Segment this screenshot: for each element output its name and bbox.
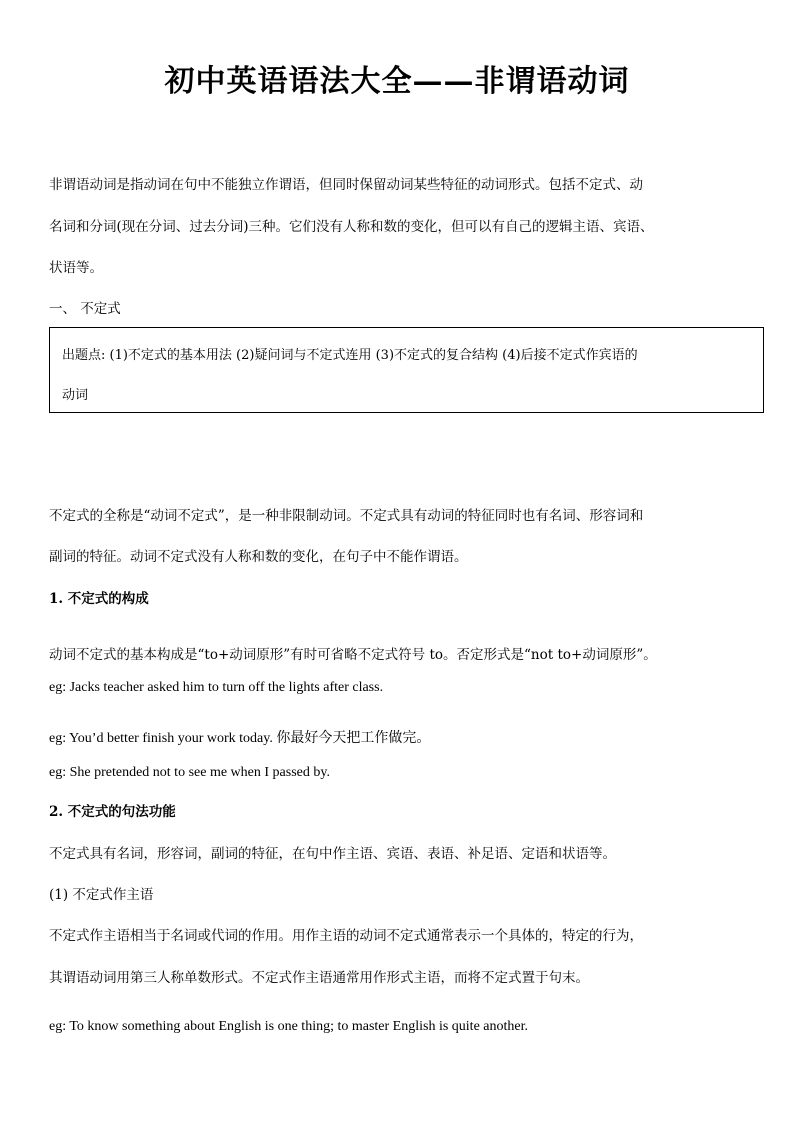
definition-line-1: 不定式的全称是“动词不定式”，是一种非限制动词。不定式具有动词的特征同时也有名词、形容词和 (49, 508, 644, 524)
example-line: eg: You’d better finish your work today. 你最好今天把工作做完。 (49, 731, 431, 746)
subheading-syntax-function: 2. 不定式的句法功能 (49, 804, 176, 820)
example-line: eg: Jacks teacher asked him to turn off the lights after class. (49, 680, 384, 695)
exam-points-box (49, 327, 764, 413)
subheading-infinitive-as-subject: (1) 不定式作主语 (49, 887, 154, 903)
syntax-function-text: 不定式具有名词，形容词，副词的特征，在句中作主语、宾语、表语、补足语、定语和状语等。 (49, 846, 616, 862)
exam-points-line-1: 出题点: (1)不定式的基本用法 (2)疑问词与不定式连用 (3)不定式的复合结构 (4)后接不定式作宾语的 (62, 348, 638, 363)
subject-text-line-2: 其谓语动词用第三人称单数形式。不定式作主语通常用作形式主语，而将不定式置于句末。 (49, 970, 589, 986)
structure-text: 动词不定式的基本构成是“to+动词原形”有时可省略不定式符号 to。否定形式是“not to+动词原形”。 (49, 647, 657, 663)
intro-line-3: 状语等。 (49, 260, 103, 276)
document-title: 初中英语语法大全——非谓语动词 (164, 64, 630, 99)
example-line: eg: She pretended not to see me when I passed by. (49, 765, 330, 780)
section-heading-infinitive: 一、 不定式 (49, 301, 121, 317)
subject-text-line-1: 不定式作主语相当于名词或代词的作用。用作主语的动词不定式通常表示一个具体的，特定的行为， (49, 928, 643, 944)
exam-points-line-2: 动词 (62, 388, 89, 403)
intro-line-1: 非谓语动词是指动词在句中不能独立作谓语，但同时保留动词某些特征的动词形式。包括不定式、动 (49, 177, 643, 193)
intro-line-2: 名词和分词(现在分词、过去分词)三种。它们没有人称和数的变化，但可以有自己的逻辑主语、宾语、 (49, 219, 654, 235)
definition-line-2: 副词的特征。动词不定式没有人称和数的变化，在句子中不能作谓语。 (49, 549, 468, 565)
subheading-structure: 1. 不定式的构成 (49, 591, 149, 607)
example-line: eg: To know something about English is one thing; to master English is quite another. (49, 1019, 528, 1034)
